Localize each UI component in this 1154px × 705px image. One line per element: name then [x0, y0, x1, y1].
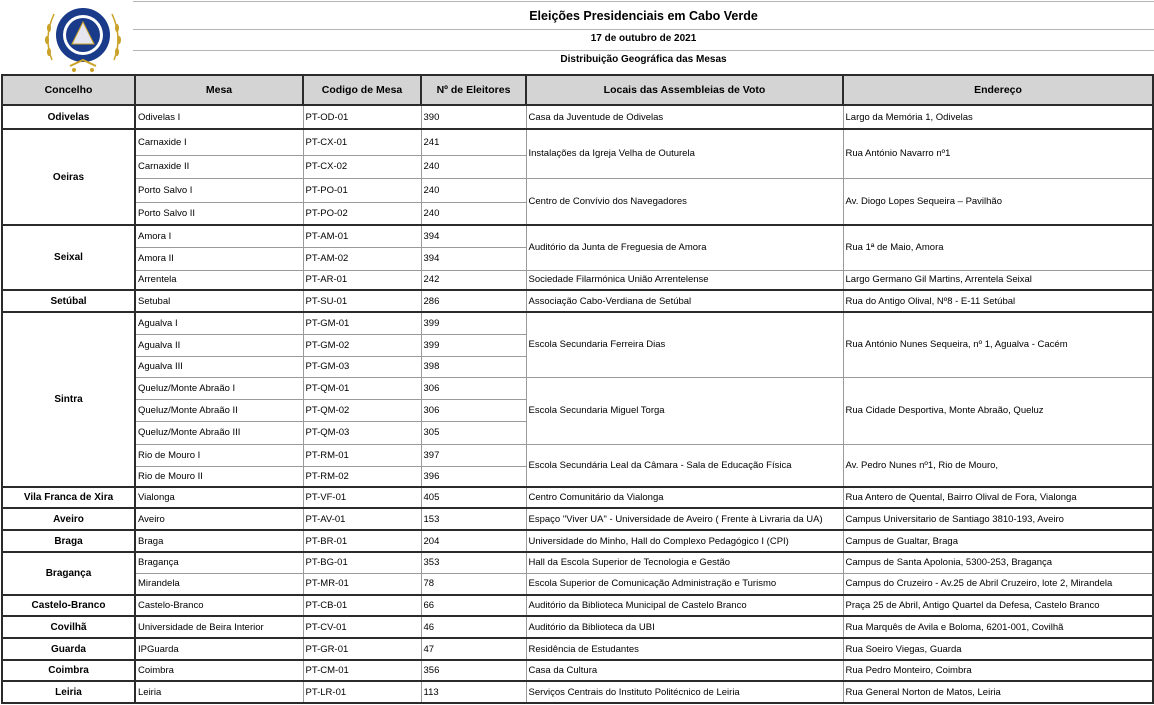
- mesa-cell: Agualva I: [135, 312, 303, 334]
- local-cell: Sociedade Filarmónica União Arrentelense: [526, 270, 843, 290]
- concelho-cell: Guarda: [2, 638, 135, 660]
- mesa-cell: Leiria: [135, 681, 303, 703]
- eleitores-cell: 356: [421, 660, 526, 681]
- local-cell: Espaço "Viver UA" - Universidade de Aveiro ( Frente à Livraria da UA): [526, 508, 843, 530]
- codigo-mesa-cell: PT-RM-02: [303, 466, 421, 487]
- document-title: Eleições Presidenciais em Cabo Verde: [529, 9, 758, 23]
- mesa-cell: Mirandela: [135, 573, 303, 595]
- concelho-cell: Sintra: [2, 312, 135, 487]
- eleitores-cell: 240: [421, 155, 526, 178]
- local-cell: Centro Comunitário da Vialonga: [526, 487, 843, 508]
- codigo-mesa-cell: PT-AM-02: [303, 247, 421, 270]
- endereco-cell: Rua General Norton de Matos, Leiria: [843, 681, 1153, 703]
- cabo-verde-emblem-icon: [40, 2, 126, 74]
- codigo-mesa-cell: PT-GR-01: [303, 638, 421, 660]
- mesa-cell: Braga: [135, 530, 303, 552]
- eleitores-cell: 394: [421, 225, 526, 247]
- mesa-cell: Amora II: [135, 247, 303, 270]
- col-header-endereco: Endereço: [843, 75, 1153, 105]
- concelho-cell: Aveiro: [2, 508, 135, 530]
- endereco-cell: Campus do Cruzeiro - Av.25 de Abril Cruzeiro, lote 2, Mirandela: [843, 573, 1153, 595]
- table-row: [2, 290, 1153, 312]
- table-header-row: [2, 75, 1153, 105]
- mesa-cell: Odivelas I: [135, 105, 303, 129]
- table-row: [2, 105, 1153, 129]
- eleitores-cell: 204: [421, 530, 526, 552]
- table-row: [2, 638, 1153, 660]
- col-header-concelho: Concelho: [2, 75, 135, 105]
- codigo-mesa-cell: PT-BG-01: [303, 552, 421, 573]
- local-cell: Escola Secundária Leal da Câmara - Sala de Educação Física: [526, 444, 843, 487]
- eleitores-cell: 47: [421, 638, 526, 660]
- table-row: [2, 129, 1153, 155]
- table-row: [2, 270, 1153, 290]
- endereco-cell: Largo da Memória 1, Odivelas: [843, 105, 1153, 129]
- local-cell: Auditório da Biblioteca da UBI: [526, 616, 843, 638]
- mesa-cell: Queluz/Monte Abraão III: [135, 421, 303, 444]
- local-cell: Escola Secundaria Miguel Torga: [526, 377, 843, 444]
- table-row: [2, 530, 1153, 552]
- local-cell: Casa da Cultura: [526, 660, 843, 681]
- table-row: [2, 377, 1153, 399]
- mesa-cell: Universidade de Beira Interior: [135, 616, 303, 638]
- eleitores-cell: 66: [421, 595, 526, 616]
- concelho-cell: Oeiras: [2, 129, 135, 225]
- table-row: [2, 573, 1153, 595]
- concelho-cell: Covilhã: [2, 616, 135, 638]
- endereco-cell: Av. Diogo Lopes Sequeira – Pavilhão: [843, 178, 1153, 225]
- mesa-cell: Queluz/Monte Abraão I: [135, 377, 303, 399]
- eleitores-cell: 390: [421, 105, 526, 129]
- concelho-cell: Braga: [2, 530, 135, 552]
- mesa-cell: Rio de Mouro I: [135, 444, 303, 466]
- codigo-mesa-cell: PT-AM-01: [303, 225, 421, 247]
- table-row: [2, 660, 1153, 681]
- mesa-cell: Carnaxide I: [135, 129, 303, 155]
- codigo-mesa-cell: PT-PO-02: [303, 202, 421, 225]
- mesa-cell: Queluz/Monte Abraão II: [135, 399, 303, 421]
- codigo-mesa-cell: PT-LR-01: [303, 681, 421, 703]
- table-row: [2, 681, 1153, 703]
- eleitores-cell: 353: [421, 552, 526, 573]
- mesa-cell: Castelo-Branco: [135, 595, 303, 616]
- concelho-cell: Vila Franca de Xira: [2, 487, 135, 508]
- local-cell: Auditório da Biblioteca Municipal de Castelo Branco: [526, 595, 843, 616]
- endereco-cell: Av. Pedro Nunes nº1, Rio de Mouro,: [843, 444, 1153, 487]
- eleitores-cell: 153: [421, 508, 526, 530]
- codigo-mesa-cell: PT-CX-01: [303, 129, 421, 155]
- mesa-cell: Vialonga: [135, 487, 303, 508]
- concelho-cell: Odivelas: [2, 105, 135, 129]
- table-row: [2, 178, 1153, 202]
- col-header-mesa: Mesa: [135, 75, 303, 105]
- mesa-cell: Arrentela: [135, 270, 303, 290]
- eleitores-cell: 306: [421, 399, 526, 421]
- mesa-cell: Porto Salvo I: [135, 178, 303, 202]
- table-row: [2, 595, 1153, 616]
- table-row: [2, 444, 1153, 466]
- mesa-cell: Coimbra: [135, 660, 303, 681]
- endereco-cell: Campus de Santa Apolonia, 5300-253, Bragança: [843, 552, 1153, 573]
- codigo-mesa-cell: PT-OD-01: [303, 105, 421, 129]
- eleitores-cell: 396: [421, 466, 526, 487]
- mesa-cell: Amora I: [135, 225, 303, 247]
- eleitores-cell: 399: [421, 334, 526, 356]
- mesa-cell: Aveiro: [135, 508, 303, 530]
- endereco-cell: Rua do Antigo Olival, Nº8 - E-11 Setúbal: [843, 290, 1153, 312]
- concelho-cell: Setúbal: [2, 290, 135, 312]
- mesa-cell: Rio de Mouro II: [135, 466, 303, 487]
- local-cell: Escola Superior de Comunicação Administração e Turismo: [526, 573, 843, 595]
- codigo-mesa-cell: PT-MR-01: [303, 573, 421, 595]
- local-cell: Residência de Estudantes: [526, 638, 843, 660]
- endereco-cell: Rua Marquês de Avila e Boloma, 6201-001, Covilhã: [843, 616, 1153, 638]
- endereco-cell: Largo Germano Gil Martins, Arrentela Seixal: [843, 270, 1153, 290]
- local-cell: Escola Secundaria Ferreira Dias: [526, 312, 843, 377]
- mesa-cell: Porto Salvo II: [135, 202, 303, 225]
- codigo-mesa-cell: PT-GM-01: [303, 312, 421, 334]
- table-row: [2, 552, 1153, 573]
- codigo-mesa-cell: PT-QM-01: [303, 377, 421, 399]
- eleitores-cell: 46: [421, 616, 526, 638]
- endereco-cell: Rua Soeiro Viegas, Guarda: [843, 638, 1153, 660]
- local-cell: Centro de Convívio dos Navegadores: [526, 178, 843, 225]
- col-header-eleitores: Nº de Eleitores: [421, 75, 526, 105]
- endereco-cell: Campus de Gualtar, Braga: [843, 530, 1153, 552]
- endereco-cell: Rua António Navarro nº1: [843, 129, 1153, 178]
- table-row: [2, 616, 1153, 638]
- eleitores-cell: 240: [421, 178, 526, 202]
- eleitores-cell: 286: [421, 290, 526, 312]
- endereco-cell: Rua Antero de Quental, Bairro Olival de Fora, Vialonga: [843, 487, 1153, 508]
- codigo-mesa-cell: PT-AR-01: [303, 270, 421, 290]
- local-cell: Associação Cabo-Verdiana de Setúbal: [526, 290, 843, 312]
- codigo-mesa-cell: PT-QM-02: [303, 399, 421, 421]
- concelho-cell: Castelo-Branco: [2, 595, 135, 616]
- local-cell: Universidade do Minho, Hall do Complexo Pedagógico I (CPI): [526, 530, 843, 552]
- eleitores-cell: 305: [421, 421, 526, 444]
- eleitores-cell: 398: [421, 356, 526, 377]
- col-header-codigo: Codigo de Mesa: [303, 75, 421, 105]
- codigo-mesa-cell: PT-GM-02: [303, 334, 421, 356]
- document-subtitle: Distribuição Geográfica das Mesas: [560, 54, 727, 65]
- eleitores-cell: 241: [421, 129, 526, 155]
- eleitores-cell: 78: [421, 573, 526, 595]
- mesa-cell: Agualva II: [135, 334, 303, 356]
- endereco-cell: Praça 25 de Abril, Antigo Quartel da Defesa, Castelo Branco: [843, 595, 1153, 616]
- concelho-cell: Coimbra: [2, 660, 135, 681]
- eleitores-cell: 242: [421, 270, 526, 290]
- codigo-mesa-cell: PT-SU-01: [303, 290, 421, 312]
- codigo-mesa-cell: PT-AV-01: [303, 508, 421, 530]
- codigo-mesa-cell: PT-PO-01: [303, 178, 421, 202]
- endereco-cell: Rua Cidade Desportiva, Monte Abraão, Queluz: [843, 377, 1153, 444]
- eleitores-cell: 240: [421, 202, 526, 225]
- table-row: [2, 487, 1153, 508]
- local-cell: Auditório da Junta de Freguesia de Amora: [526, 225, 843, 270]
- document-header: [0, 0, 1154, 74]
- codigo-mesa-cell: PT-VF-01: [303, 487, 421, 508]
- table-row: [2, 508, 1153, 530]
- election-date: 17 de outubro de 2021: [590, 33, 697, 44]
- local-cell: Hall da Escola Superior de Tecnologia e Gestão: [526, 552, 843, 573]
- codigo-mesa-cell: PT-GM-03: [303, 356, 421, 377]
- mesa-cell: Agualva III: [135, 356, 303, 377]
- concelho-cell: Seixal: [2, 225, 135, 290]
- eleitores-cell: 394: [421, 247, 526, 270]
- mesa-cell: Bragança: [135, 552, 303, 573]
- codigo-mesa-cell: PT-CB-01: [303, 595, 421, 616]
- codigo-mesa-cell: PT-BR-01: [303, 530, 421, 552]
- local-cell: Serviços Centrais do Instituto Politécnico de Leiria: [526, 681, 843, 703]
- codigo-mesa-cell: PT-CM-01: [303, 660, 421, 681]
- codigo-mesa-cell: PT-CV-01: [303, 616, 421, 638]
- concelho-cell: Leiria: [2, 681, 135, 703]
- eleitores-cell: 397: [421, 444, 526, 466]
- local-cell: Instalações da Igreja Velha de Outurela: [526, 129, 843, 178]
- mesa-cell: Carnaxide II: [135, 155, 303, 178]
- codigo-mesa-cell: PT-QM-03: [303, 421, 421, 444]
- endereco-cell: Rua Pedro Monteiro, Coimbra: [843, 660, 1153, 681]
- endereco-cell: Rua 1ª de Maio, Amora: [843, 225, 1153, 270]
- table-row: [2, 312, 1153, 334]
- endereco-cell: Rua António Nunes Sequeira, nº 1, Agualva - Cacém: [843, 312, 1153, 377]
- col-header-locais: Locais das Assembleias de Voto: [526, 75, 843, 105]
- endereco-cell: Campus Universitario de Santiago 3810-193, Aveiro: [843, 508, 1153, 530]
- eleitores-cell: 113: [421, 681, 526, 703]
- mesa-cell: Setubal: [135, 290, 303, 312]
- codigo-mesa-cell: PT-RM-01: [303, 444, 421, 466]
- table-row: [2, 225, 1153, 247]
- codigo-mesa-cell: PT-CX-02: [303, 155, 421, 178]
- eleitores-cell: 405: [421, 487, 526, 508]
- local-cell: Casa da Juventude de Odivelas: [526, 105, 843, 129]
- mesa-cell: IPGuarda: [135, 638, 303, 660]
- polling-stations-table: [1, 74, 1154, 704]
- concelho-cell: Bragança: [2, 552, 135, 595]
- eleitores-cell: 306: [421, 377, 526, 399]
- eleitores-cell: 399: [421, 312, 526, 334]
